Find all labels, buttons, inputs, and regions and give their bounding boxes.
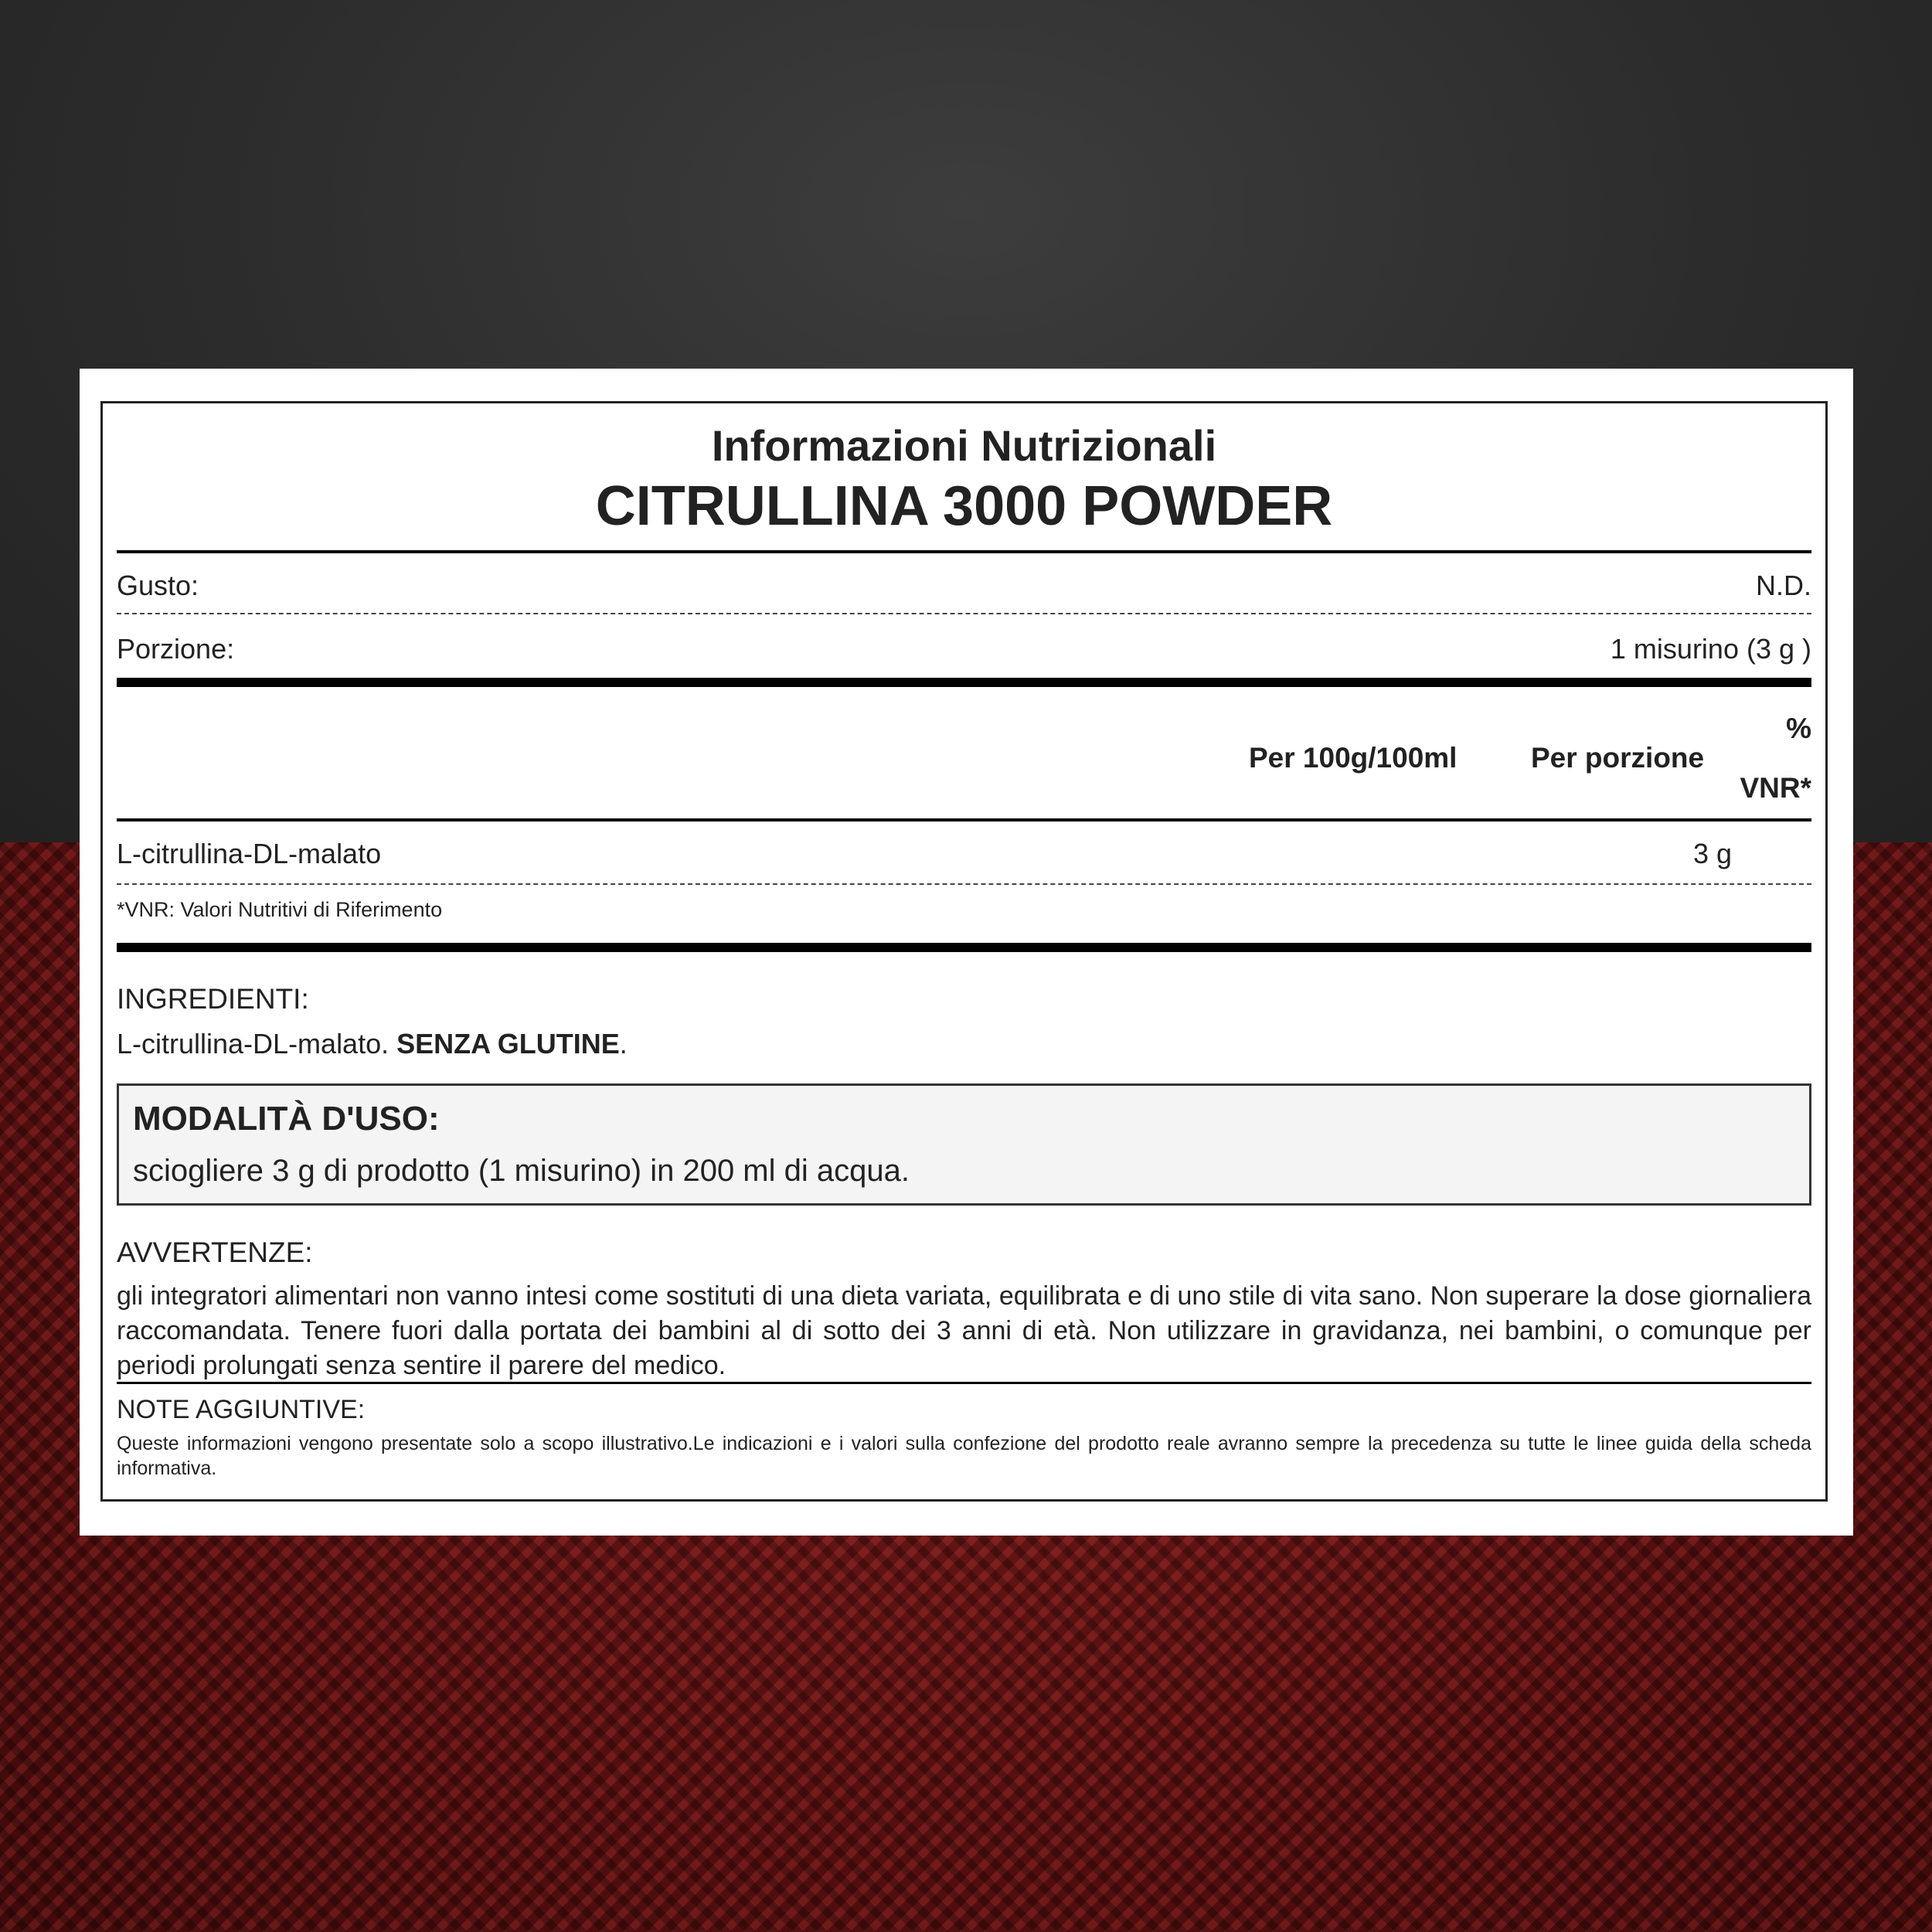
porzione-label: Porzione: xyxy=(117,633,235,665)
thick-rule xyxy=(117,943,1811,952)
thick-rule xyxy=(117,678,1811,687)
gusto-value: N.D. xyxy=(1756,570,1811,601)
label-title: Informazioni Nutrizionali xyxy=(711,421,1217,470)
ingredienti-title: INGREDIENTI: xyxy=(117,983,309,1015)
note-title: NOTE AGGIUNTIVE: xyxy=(117,1395,366,1424)
nutrient-name: L-citrullina-DL-malato xyxy=(117,838,382,869)
modalita-box xyxy=(117,1083,1811,1206)
table-header-rule xyxy=(117,818,1811,821)
ingredienti-text: L-citrullina-DL-malato. SENZA GLUTINE. xyxy=(117,1028,628,1060)
note-text: Queste informazioni vengono presentate solo a scopo illustrativo.Le indicazioni e i valori sulla confezione del prodotto reale avranno sempre la precedenza su tutte le linee guida della scheda informativa. xyxy=(117,1433,1811,1479)
vnr-footnote: *VNR: Valori Nutritivi di Riferimento xyxy=(117,898,443,921)
modalita-title: MODALITÀ D'USO: xyxy=(133,1100,440,1138)
gusto-label: Gusto: xyxy=(117,570,199,601)
divider xyxy=(117,613,1811,614)
divider-rule xyxy=(117,1382,1811,1384)
avvertenze-text: gli integratori alimentari non vanno intesi come sostituti di una dieta variata, equilibrata e di uno stile di vita sano. Non superare la dose giornaliera raccomandata. Tenere fuori dalla portata dei bambini al di sotto dei 3 anni di età. Non utilizzare in gravidanza, nei bambini, o comunque per periodi prolungati senza sentire il parere del medico. xyxy=(117,1281,1811,1380)
avvertenze-title: AVVERTENZE: xyxy=(117,1236,313,1268)
col-vnr: VNR* xyxy=(1740,772,1811,804)
modalita-text: sciogliere 3 g di prodotto (1 misurino) in 200 ml di acqua. xyxy=(133,1154,910,1188)
col-vnr-percent: % xyxy=(1786,713,1811,744)
nutrition-label-card xyxy=(80,369,1853,1536)
gluten-free-note: SENZA GLUTINE xyxy=(396,1028,620,1060)
label-frame xyxy=(100,401,1828,1502)
header-rule xyxy=(117,550,1811,553)
nutrient-per-porzione: 3 g xyxy=(1693,838,1733,869)
porzione-value: 1 misurino (3 g ) xyxy=(1610,633,1811,665)
col-per-porzione: Per porzione xyxy=(1531,742,1705,774)
col-per100: Per 100g/100ml xyxy=(1249,742,1458,774)
divider xyxy=(117,883,1811,885)
product-name: CITRULLINA 3000 POWDER xyxy=(595,475,1333,537)
